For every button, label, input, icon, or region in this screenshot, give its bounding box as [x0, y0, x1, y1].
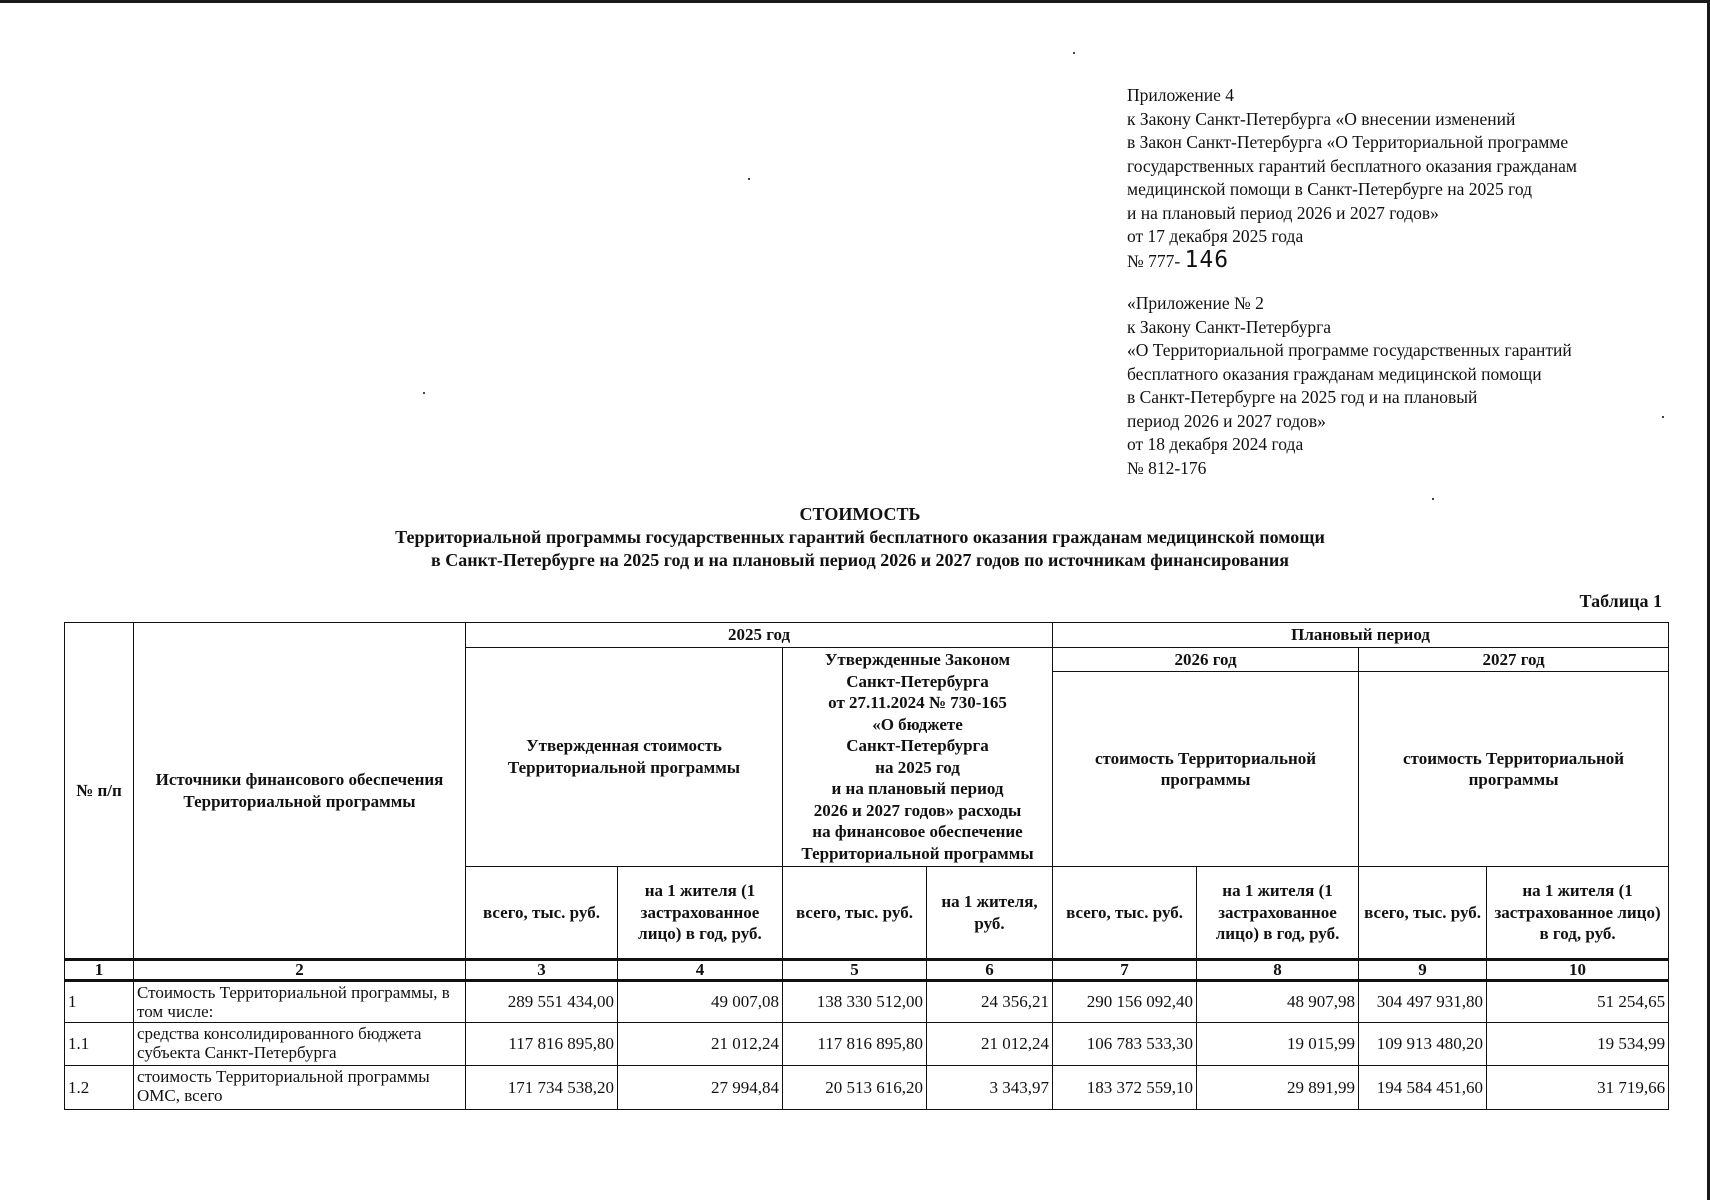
approved-law-line: на 2025 год — [875, 757, 960, 777]
row-value: 289 551 434,00 — [466, 981, 618, 1023]
appendix-new-line: государственных гарантий бесплатного оказания гражданам — [1127, 155, 1578, 176]
row-value: 24 356,21 — [927, 981, 1053, 1023]
header-year-2027: 2027 год — [1359, 647, 1669, 672]
row-value: 27 994,84 — [618, 1066, 783, 1110]
document-subtitle-line: Территориальной программы государственных гарантий бесплатного оказания гражданам медицинской помощи — [395, 527, 1325, 547]
appendix-original-line: период 2026 и 2027 годов» — [1127, 410, 1326, 431]
table-row — [65, 1066, 1669, 1110]
row-code: 1.1 — [65, 1023, 134, 1066]
column-index: 6 — [927, 960, 1053, 981]
column-index: 5 — [783, 960, 927, 981]
header-per-resident-2026: на 1 жителя (1 застрахованное лицо) в год, руб. — [1197, 867, 1359, 960]
row-value: 109 913 480,20 — [1359, 1023, 1487, 1066]
row-name: стоимость Территориальной программы ОМС, всего — [134, 1066, 466, 1110]
column-index: 8 — [1197, 960, 1359, 981]
law-number-prefix: № 777- — [1127, 250, 1181, 271]
header-number: № п/п — [65, 623, 134, 960]
row-value: 29 891,99 — [1197, 1066, 1359, 1110]
appendix-new-line: Приложение 4 — [1127, 85, 1235, 105]
column-index: 10 — [1487, 960, 1669, 981]
approved-law-line: Санкт-Петербурга — [846, 736, 989, 756]
appendix-new-line: и на плановый период 2026 и 2027 годов» — [1127, 202, 1439, 223]
table-row — [65, 1023, 1669, 1066]
scan-border-top — [0, 0, 1710, 3]
header-total-2026: всего, тыс. руб. — [1053, 867, 1197, 960]
column-index: 2 — [134, 960, 466, 981]
scan-speck — [748, 178, 750, 180]
document-subtitle-line: в Санкт-Петербурге на 2025 год и на плановый период 2026 и 2027 годов по источникам финансирования — [431, 550, 1289, 570]
appendix-new-line: от 17 декабря 2025 года — [1127, 226, 1304, 246]
scan-speck — [1662, 416, 1664, 418]
scan-speck — [1073, 52, 1075, 54]
header-total-2025-approved: всего, тыс. руб. — [466, 867, 618, 960]
approved-law-line: на финансовое обеспечение — [812, 822, 1023, 842]
row-value: 117 816 895,80 — [783, 1023, 927, 1066]
row-value: 48 907,98 — [1197, 981, 1359, 1023]
row-name: средства консолидированного бюджета субъекта Санкт-Петербурга — [134, 1023, 466, 1066]
approved-law-line: 2026 и 2027 годов» расходы — [813, 800, 1022, 820]
column-index: 9 — [1359, 960, 1487, 981]
row-value: 304 497 931,80 — [1359, 981, 1487, 1023]
row-value: 106 783 533,30 — [1053, 1023, 1197, 1066]
approved-law-line: от 27.11.2024 № 730-165 — [828, 693, 1007, 713]
appendix-original-line: «Приложение № 2 — [1127, 293, 1264, 313]
row-value: 3 343,97 — [927, 1066, 1053, 1110]
column-index: 7 — [1053, 960, 1197, 981]
row-code: 1.2 — [65, 1066, 134, 1110]
header-approved-cost: Утвержденная стоимость Территориальной программы — [466, 647, 783, 867]
scan-speck — [1432, 498, 1434, 500]
row-value: 194 584 451,60 — [1359, 1066, 1487, 1110]
approved-law-line: Утвержденные Законом — [824, 650, 1011, 670]
header-approved-law — [783, 647, 1053, 867]
header-total-2025-law: всего, тыс. руб. — [783, 867, 927, 960]
law-number — [1127, 246, 1577, 274]
row-value: 138 330 512,00 — [783, 981, 927, 1023]
header-cost-program-2026: стоимость Территориальной программы — [1053, 672, 1359, 867]
appendix-original-line: бесплатного оказания гражданам медицинской помощи — [1127, 363, 1542, 384]
row-value: 31 719,66 — [1487, 1066, 1669, 1110]
header-cost-program-2027: стоимость Территориальной программы — [1359, 672, 1669, 867]
appendix-new-line: медицинской помощи в Санкт-Петербурге на 2025 год — [1127, 179, 1533, 199]
appendix-new-line: к Закону Санкт-Петербурга «О внесении изменений — [1127, 108, 1516, 129]
header-per-resident-2027: на 1 жителя (1 застрахованное лицо) в год, руб. — [1487, 867, 1669, 960]
appendix-original-line: от 18 декабря 2024 года — [1127, 434, 1304, 454]
approved-law-line: Территориальной программы — [801, 843, 1034, 863]
appendix-original-header — [1127, 292, 1572, 480]
appendix-new-header — [1127, 84, 1577, 273]
approved-law-line: «О бюджете — [872, 714, 963, 734]
scan-speck — [423, 392, 425, 394]
row-value: 20 513 616,20 — [783, 1066, 927, 1110]
row-value: 183 372 559,10 — [1053, 1066, 1197, 1110]
table-label: Таблица 1 — [1579, 591, 1662, 611]
header-year-2026: 2026 год — [1053, 647, 1359, 672]
row-value: 19 015,99 — [1197, 1023, 1359, 1066]
header-per-resident-2025-approved: на 1 жителя (1 застрахованное лицо) в год, руб. — [618, 867, 783, 960]
document-title: СТОИМОСТЬ — [799, 504, 921, 524]
row-code: 1 — [65, 981, 134, 1023]
row-value: 290 156 092,40 — [1053, 981, 1197, 1023]
document-heading — [0, 503, 1710, 572]
row-value: 171 734 538,20 — [466, 1066, 618, 1110]
appendix-original-line: № 812-176 — [1127, 457, 1207, 478]
approved-law-line: Санкт-Петербурга — [846, 671, 989, 691]
appendix-new-line: в Закон Санкт-Петербурга «О Территориальной программе — [1127, 132, 1569, 152]
appendix-original-line: к Закону Санкт-Петербурга — [1127, 316, 1332, 337]
row-value: 51 254,65 — [1487, 981, 1669, 1023]
header-sources: Источники финансового обеспечения Территориальной программы — [134, 623, 466, 960]
header-year-2025: 2025 год — [466, 623, 1053, 648]
row-value: 117 816 895,80 — [466, 1023, 618, 1066]
cost-table — [64, 622, 1669, 1110]
row-value: 21 012,24 — [618, 1023, 783, 1066]
approved-law-line: и на плановый период — [831, 779, 1004, 799]
column-index: 1 — [65, 960, 134, 981]
appendix-original-line: в Санкт-Петербурге на 2025 год и на плановый — [1127, 387, 1478, 407]
row-name: Стоимость Территориальной программы, в том числе: — [134, 981, 466, 1023]
header-per-resident-2025-law: на 1 жителя, руб. — [927, 867, 1053, 960]
appendix-original-line: «О Территориальной программе государственных гарантий — [1127, 340, 1572, 360]
column-index: 3 — [466, 960, 618, 981]
row-value: 19 534,99 — [1487, 1023, 1669, 1066]
column-index: 4 — [618, 960, 783, 981]
header-plan-period: Плановый период — [1053, 623, 1669, 648]
law-number-handwritten: 146 — [1184, 246, 1230, 273]
header-total-2027: всего, тыс. руб. — [1359, 867, 1487, 960]
row-value: 21 012,24 — [927, 1023, 1053, 1066]
row-value: 49 007,08 — [618, 981, 783, 1023]
table-row — [65, 981, 1669, 1023]
